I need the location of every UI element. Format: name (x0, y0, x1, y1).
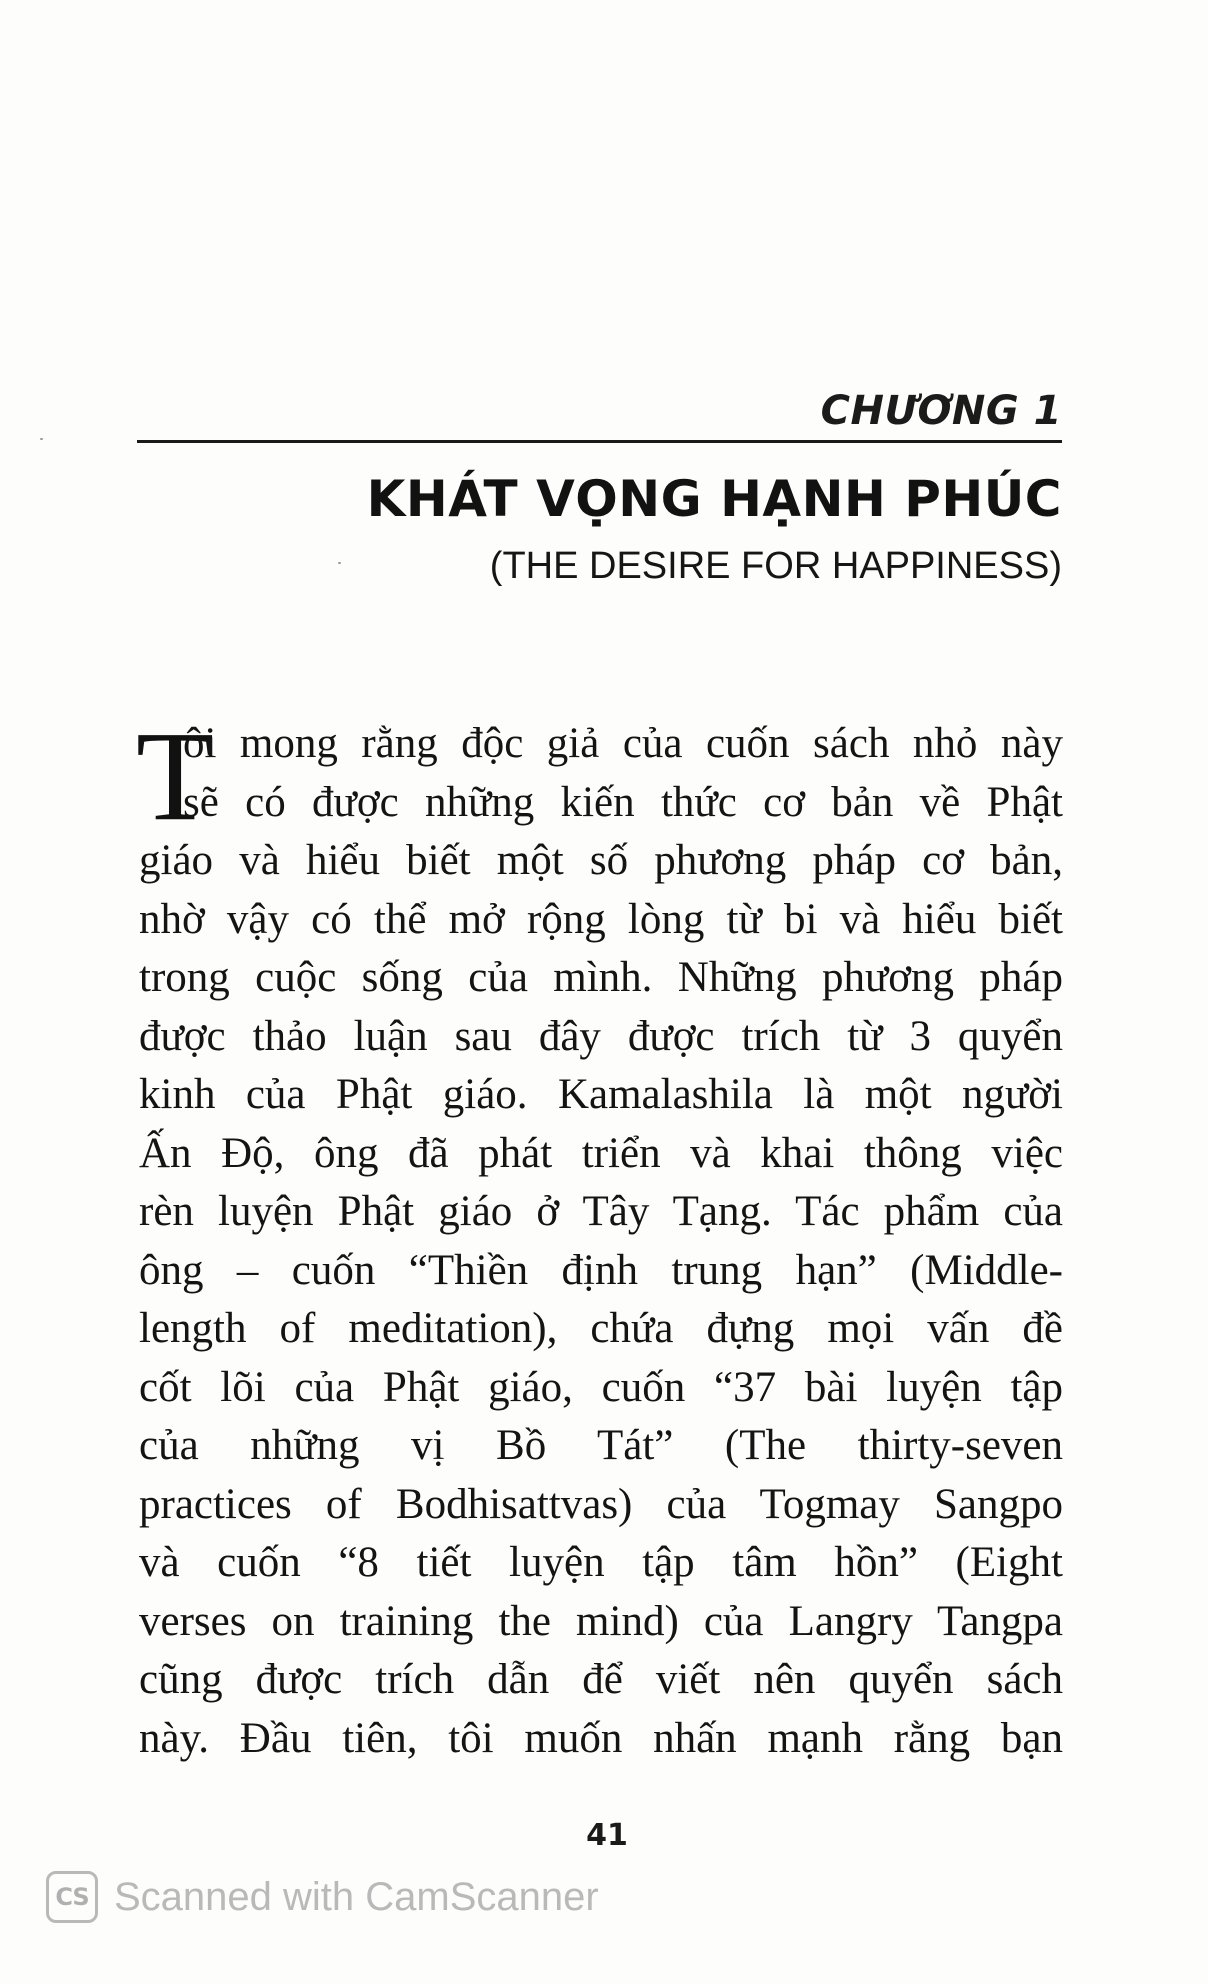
body-line: cũng được trích dẫn để viết nên quyển sách (139, 1656, 1063, 1703)
chapter-subtitle: (THE DESIRE FOR HAPPINESS) (489, 545, 1062, 587)
chapter-title: KHÁT VỌNG HẠNH PHÚC (366, 470, 1062, 528)
body-line: cốt lõi của Phật giáo, cuốn “37 bài luyện tập (139, 1363, 1063, 1411)
body-line: của những vị Bồ Tát” (The thirty-seven (139, 1422, 1063, 1469)
body-line: verses on training the mind) của Langry Tangpa (139, 1597, 1063, 1645)
scanner-watermark (46, 1866, 599, 1928)
chapter-label: CHƯƠNG 1 (820, 388, 1062, 434)
chapter-rule (137, 440, 1062, 443)
camscanner-logo-icon: CS (46, 1871, 98, 1923)
scan-speck (40, 438, 43, 440)
body-paragraph (139, 715, 1063, 1768)
body-line: và cuốn “8 tiết luyện tập tâm hồn” (Eight (139, 1539, 1063, 1586)
body-line: kinh của Phật giáo. Kamalashila là một người (139, 1071, 1063, 1118)
watermark-text: Scanned with CamScanner (114, 1874, 599, 1919)
body-line: Ấn Độ, ông đã phát triển và khai thông việc (139, 1129, 1063, 1177)
body-line: length of meditation), chứa đựng mọi vấn đề (139, 1305, 1063, 1352)
scan-speck (338, 562, 341, 564)
body-line: nhờ vậy có thể mở rộng lòng từ bi và hiểu biết (139, 895, 1063, 943)
page-number: 41 (586, 1818, 628, 1853)
body-line: sẽ có được những kiến thức cơ bản về Phật (183, 778, 1063, 826)
body-line: được thảo luận sau đây được trích từ 3 quyển (139, 1012, 1063, 1060)
body-line: ông – cuốn “Thiền định trung hạn” (Middle- (139, 1246, 1063, 1294)
drop-cap: T (136, 705, 215, 847)
body-line: giáo và hiểu biết một số phương pháp cơ bản, (139, 837, 1063, 884)
body-line: practices of Bodhisattvas) của Togmay Sangpo (139, 1480, 1063, 1528)
body-line: ôi mong rằng độc giả của cuốn sách nhỏ này (183, 720, 1063, 767)
body-line: trong cuộc sống của mình. Những phương pháp (139, 954, 1063, 1001)
body-line: này. Đầu tiên, tôi muốn nhấn mạnh rằng bạn (139, 1714, 1063, 1762)
body-line: rèn luyện Phật giáo ở Tây Tạng. Tác phẩm của (139, 1188, 1063, 1235)
